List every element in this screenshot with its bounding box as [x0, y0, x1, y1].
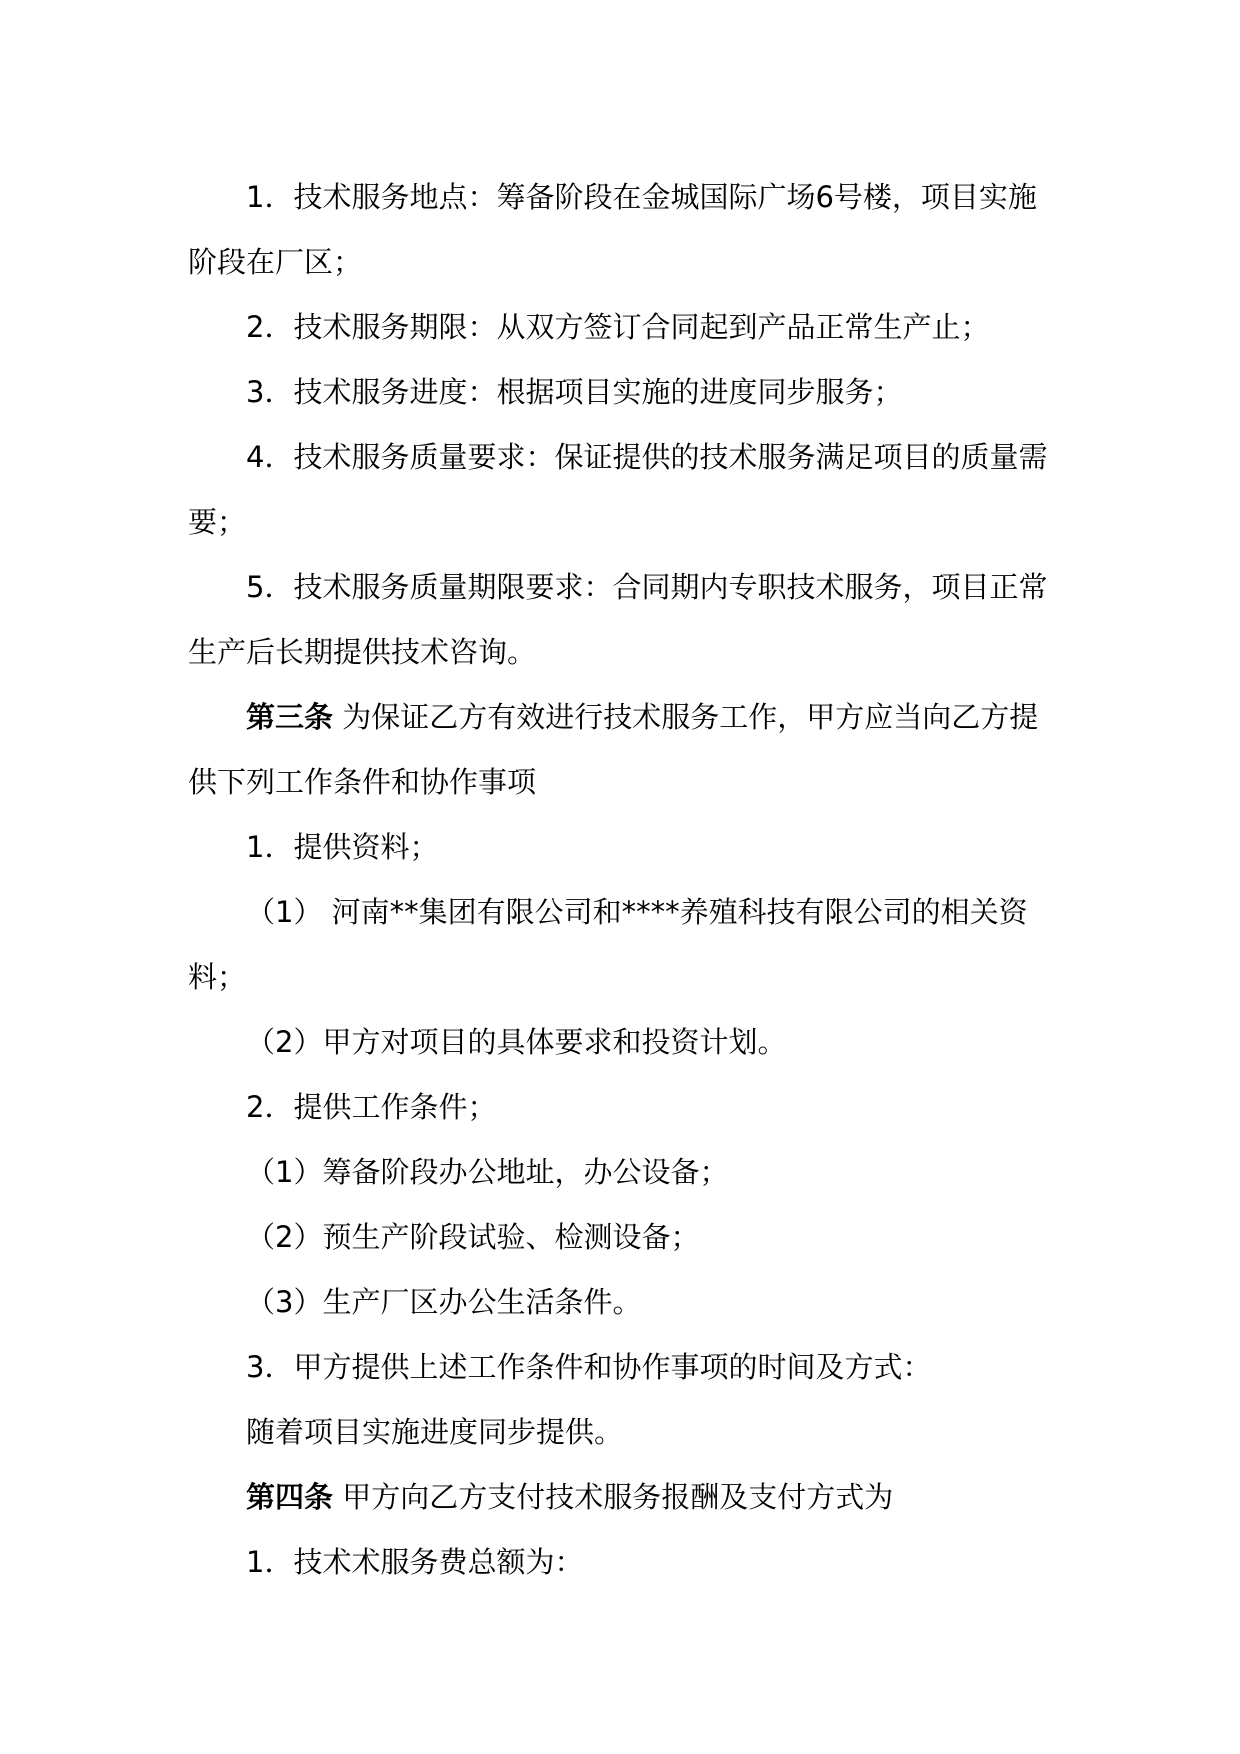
paragraph-service-progress: 3．技术服务进度：根据项目实施的进度同步服务；	[246, 375, 903, 409]
article-3-heading: 第三条	[246, 700, 334, 734]
paragraph-conditions-1: （1）筹备阶段办公地址，办公设备；	[246, 1155, 729, 1189]
paragraph-materials-2: （2）甲方对项目的具体要求和投资计划。	[246, 1025, 787, 1059]
paragraph-timing-detail: 随着项目实施进度同步提供。	[246, 1415, 624, 1449]
paragraph-materials-1: （1） 河南**集团有限公司和****养殖科技有限公司的相关资料；	[188, 895, 1028, 994]
paragraph-conditions-3: （3）生产厂区办公生活条件。	[246, 1285, 642, 1319]
paragraph-provide-conditions: 2．提供工作条件；	[246, 1090, 497, 1124]
paragraph-provide-materials: 1．提供资料；	[246, 830, 439, 864]
paragraph-service-quality: 4．技术服务质量要求：保证提供的技术服务满足项目的质量需要；	[188, 440, 1048, 539]
paragraph-service-location: 1．技术服务地点：筹备阶段在金城国际广场6号楼，项目实施阶段在厂区；	[188, 180, 1037, 279]
article-4-text: 甲方向乙方支付技术服务报酬及支付方式为	[333, 1480, 894, 1514]
paragraph-article-4	[188, 1465, 1058, 1530]
paragraph-article-3	[188, 685, 1058, 815]
paragraph-service-term: 2．技术服务期限：从双方签订合同起到产品正常生产止；	[246, 310, 990, 344]
paragraph-timing-method: 3．甲方提供上述工作条件和协作事项的时间及方式：	[246, 1350, 932, 1384]
document-body	[188, 165, 1058, 1595]
paragraph-conditions-2: （2）预生产阶段试验、检测设备；	[246, 1220, 700, 1254]
paragraph-service-quality-term: 5．技术服务质量期限要求：合同期内专职技术服务，项目正常生产后长期提供技术咨询。	[188, 570, 1048, 669]
article-3-text: 为保证乙方有效进行技术服务工作，甲方应当向乙方提供下列工作条件和协作事项	[188, 700, 1039, 799]
article-4-heading: 第四条	[246, 1480, 334, 1514]
paragraph-fee-total: 1．技术术服务费总额为：	[246, 1545, 584, 1579]
